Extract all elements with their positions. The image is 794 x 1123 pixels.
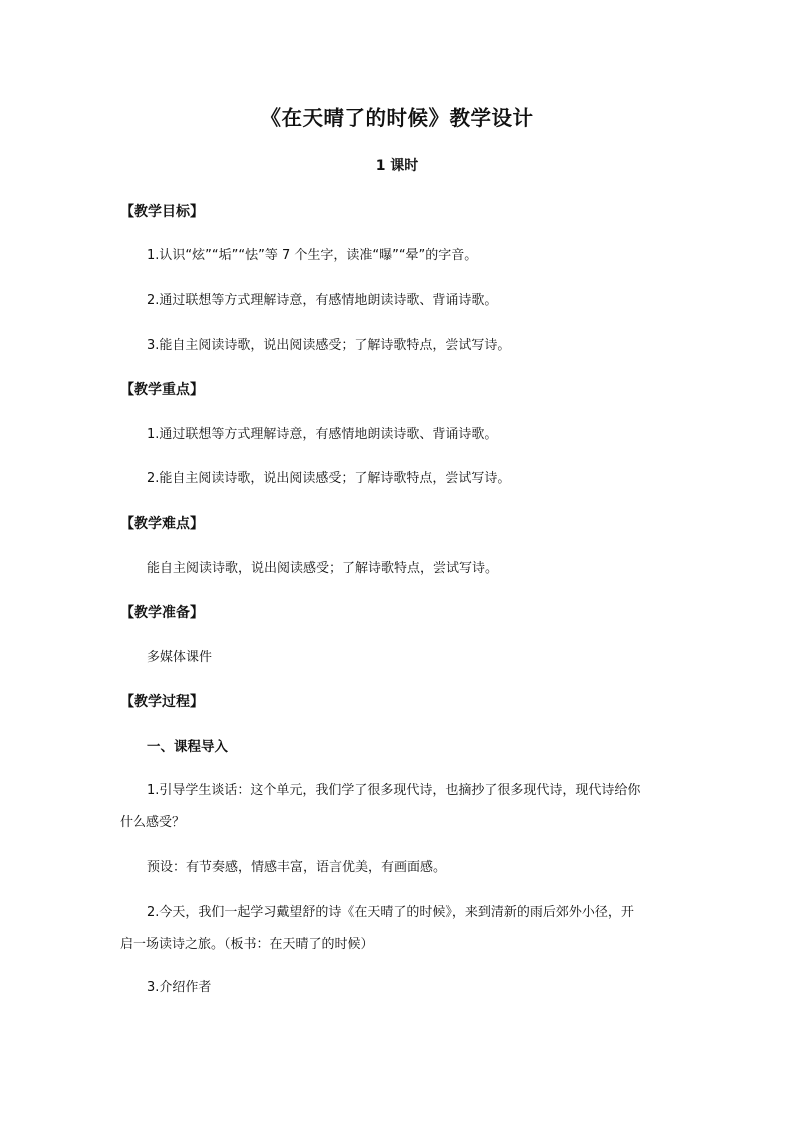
key-points-heading: 【教学重点】: [120, 382, 204, 398]
preparation-heading: 【教学准备】: [120, 605, 204, 621]
key-point-item-1: 1.通过联想等方式理解诗意，有感情地朗读诗歌、背诵诗歌。: [147, 427, 498, 442]
process-step3: 3.介绍作者: [147, 980, 212, 995]
objective-item-1: 1.认识“炫”“垢”“怯”等 7 个生字，读准“曝”“晕”的字音。: [147, 248, 478, 263]
key-point-item-2: 2.能自主阅读诗歌，说出阅读感受；了解诗歌特点，尝试写诗。: [147, 471, 511, 486]
process-step1-line2: 什么感受？: [120, 815, 186, 830]
process-preset: 预设：有节奏感，情感丰富，语言优美，有画面感。: [147, 860, 447, 875]
objectives-heading: 【教学目标】: [120, 204, 204, 220]
objective-item-3: 3.能自主阅读诗歌，说出阅读感受；了解诗歌特点，尝试写诗。: [147, 338, 511, 353]
difficulties-text: 能自主阅读诗歌，说出阅读感受；了解诗歌特点，尝试写诗。: [147, 561, 499, 576]
process-heading: 【教学过程】: [120, 694, 204, 710]
lesson-duration: 1 课时: [375, 158, 419, 174]
preparation-text: 多媒体课件: [147, 650, 213, 665]
difficulties-heading: 【教学难点】: [120, 516, 204, 532]
objective-item-2: 2.通过联想等方式理解诗意，有感情地朗读诗歌、背诵诗歌。: [147, 293, 498, 308]
process-step1-line1: 1.引导学生谈话：这个单元，我们学了很多现代诗，也摘抄了很多现代诗，现代诗给你: [147, 783, 641, 798]
process-step2-line1: 2.今天，我们一起学习戴望舒的诗《在天晴了的时候》，来到清新的雨后郊外小径，开: [147, 905, 634, 920]
document-title: 《在天晴了的时候》教学设计: [260, 106, 534, 130]
process-step2-line2: 启一场读诗之旅。（板书：在天晴了的时候）: [120, 937, 374, 952]
process-part1-title: 一、课程导入: [147, 739, 228, 755]
